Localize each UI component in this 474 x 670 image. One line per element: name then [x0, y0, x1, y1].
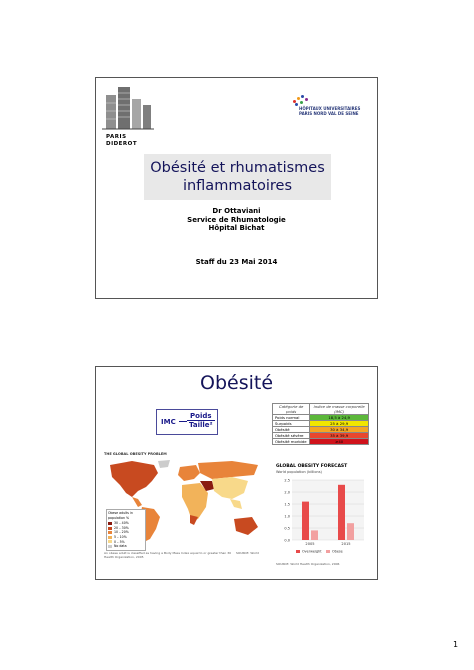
obesity-forecast-chart — [272, 464, 372, 569]
chart-title: GLOBAL OBESITY FORECAST — [276, 464, 348, 469]
hospital-logo-line-1: HÔPITAUX UNIVERSITAIRES — [299, 106, 361, 111]
imc-denominator: Taille² — [189, 421, 213, 429]
map-legend-title: Obese adults in population % — [108, 511, 133, 520]
map-greenland — [158, 460, 170, 468]
legend-label: Overweight — [302, 549, 322, 554]
imc-equals-dash — [179, 421, 187, 422]
legend-swatch — [108, 545, 112, 548]
bmi-category-table — [272, 403, 369, 445]
map-central-america — [132, 497, 142, 507]
slide-title: Obésité — [199, 372, 274, 394]
table-cell-value: 18,5 à 24,9 — [310, 415, 369, 421]
paris-logo-line-2: DIDEROT — [106, 140, 138, 147]
map-australia — [234, 517, 258, 535]
hospital-logo-text — [299, 106, 369, 116]
chart-ylabel: World population (billions) — [276, 470, 322, 474]
table-header-imc: Indice de masse corporelle (IMC) — [310, 404, 369, 415]
bar — [338, 485, 345, 540]
table-cell-category: Obésité — [273, 427, 310, 433]
legend-item — [108, 544, 144, 549]
forecast-bar-chart — [272, 474, 372, 562]
y-tick-label: 2.5 — [284, 478, 290, 483]
author-name: Dr Ottaviani — [212, 207, 261, 215]
imc-fraction — [187, 412, 215, 429]
legend-label: 10 – 20% — [114, 530, 129, 535]
legend-swatch — [296, 550, 300, 553]
obesity-slide — [95, 366, 378, 580]
title-slide — [95, 77, 378, 299]
y-tick-label: 2.0 — [284, 490, 290, 495]
staff-date: Staff du 23 Mai 2014 — [195, 258, 278, 266]
university-buildings-logo — [102, 81, 154, 133]
map-footnote-text: An obese adult is classified as having a Body Mass Index equal to or greater than 30 — [104, 551, 232, 555]
table-row — [273, 439, 369, 445]
legend-label: Obese — [332, 549, 343, 554]
author-hospital: Hôpital Bichat — [208, 224, 265, 232]
hospital-logo-dots-icon — [291, 94, 369, 106]
page-number: 1 — [453, 640, 459, 649]
table-cell-value: ≥40 — [310, 439, 369, 445]
y-tick-label: 1.0 — [284, 514, 290, 519]
table-cell-value: 30 à 34,9 — [310, 427, 369, 433]
map-legend — [106, 509, 146, 551]
world-obesity-map — [102, 451, 266, 567]
map-north-america — [110, 461, 158, 497]
map-title: THE GLOBAL OBESITY PROBLEM — [104, 452, 167, 456]
imc-numerator: Poids — [187, 412, 215, 421]
legend-label: No data — [114, 544, 127, 549]
x-tick-label: 2015 — [341, 542, 351, 546]
map-russia — [198, 461, 258, 479]
table-cell-category: Surpoids — [273, 421, 310, 427]
chart-source: SOURCE: World Health Organization, 2006 — [276, 562, 340, 566]
legend-swatch — [108, 536, 112, 539]
hospital-logo — [291, 94, 369, 116]
legend-swatch — [108, 540, 112, 543]
bar — [347, 523, 354, 540]
legend-label: 0 – 5% — [114, 539, 125, 544]
hospital-logo-line-2: PARIS NORD VAL DE SEINE — [299, 111, 359, 116]
map-africa — [182, 483, 208, 521]
table-cell-value: 25 à 29,9 — [310, 421, 369, 427]
y-tick-label: 1.5 — [284, 502, 290, 507]
paris-logo-line-1: PARIS — [106, 134, 127, 140]
table-header-row — [273, 404, 369, 415]
legend-swatch — [108, 531, 112, 534]
map-footnote — [104, 552, 264, 559]
paris-diderot-logo — [106, 134, 137, 147]
map-asia — [212, 477, 248, 499]
y-tick-label: 0.0 — [284, 538, 290, 543]
slide-title-line-1: Obésité et rhumatismes — [150, 160, 325, 176]
legend-label: 20 – 30% — [114, 525, 129, 530]
imc-formula — [156, 409, 218, 435]
legend-swatch — [108, 527, 112, 530]
map-europe — [178, 465, 200, 481]
map-southeast-asia — [230, 499, 242, 509]
imc-label: IMC — [161, 418, 176, 426]
table-cell-category: Obésité morbide — [273, 439, 310, 445]
slide-title-line-2: inflammatoires — [182, 178, 293, 194]
y-tick-label: 0.5 — [284, 526, 290, 531]
author-service: Service de Rhumatologie — [187, 215, 286, 224]
legend-swatch — [326, 550, 330, 553]
bar — [311, 530, 318, 540]
x-tick-label: 2005 — [305, 542, 315, 546]
table-cell-category: Obésité sévère — [273, 433, 310, 439]
table-cell-value: 35 à 39,9 — [310, 433, 369, 439]
legend-swatch — [108, 522, 112, 525]
table-cell-category: Poids normal — [273, 415, 310, 421]
table-header-category: Catégorie de poids — [273, 404, 310, 415]
slide-title-box — [144, 154, 331, 200]
legend-label: 30 – 40% — [114, 521, 129, 526]
bar — [302, 502, 309, 540]
map-source: SOURCE: World Health Organization, 2005 — [104, 551, 259, 559]
author-block — [96, 207, 377, 233]
legend-label: 5 – 10% — [114, 534, 127, 539]
